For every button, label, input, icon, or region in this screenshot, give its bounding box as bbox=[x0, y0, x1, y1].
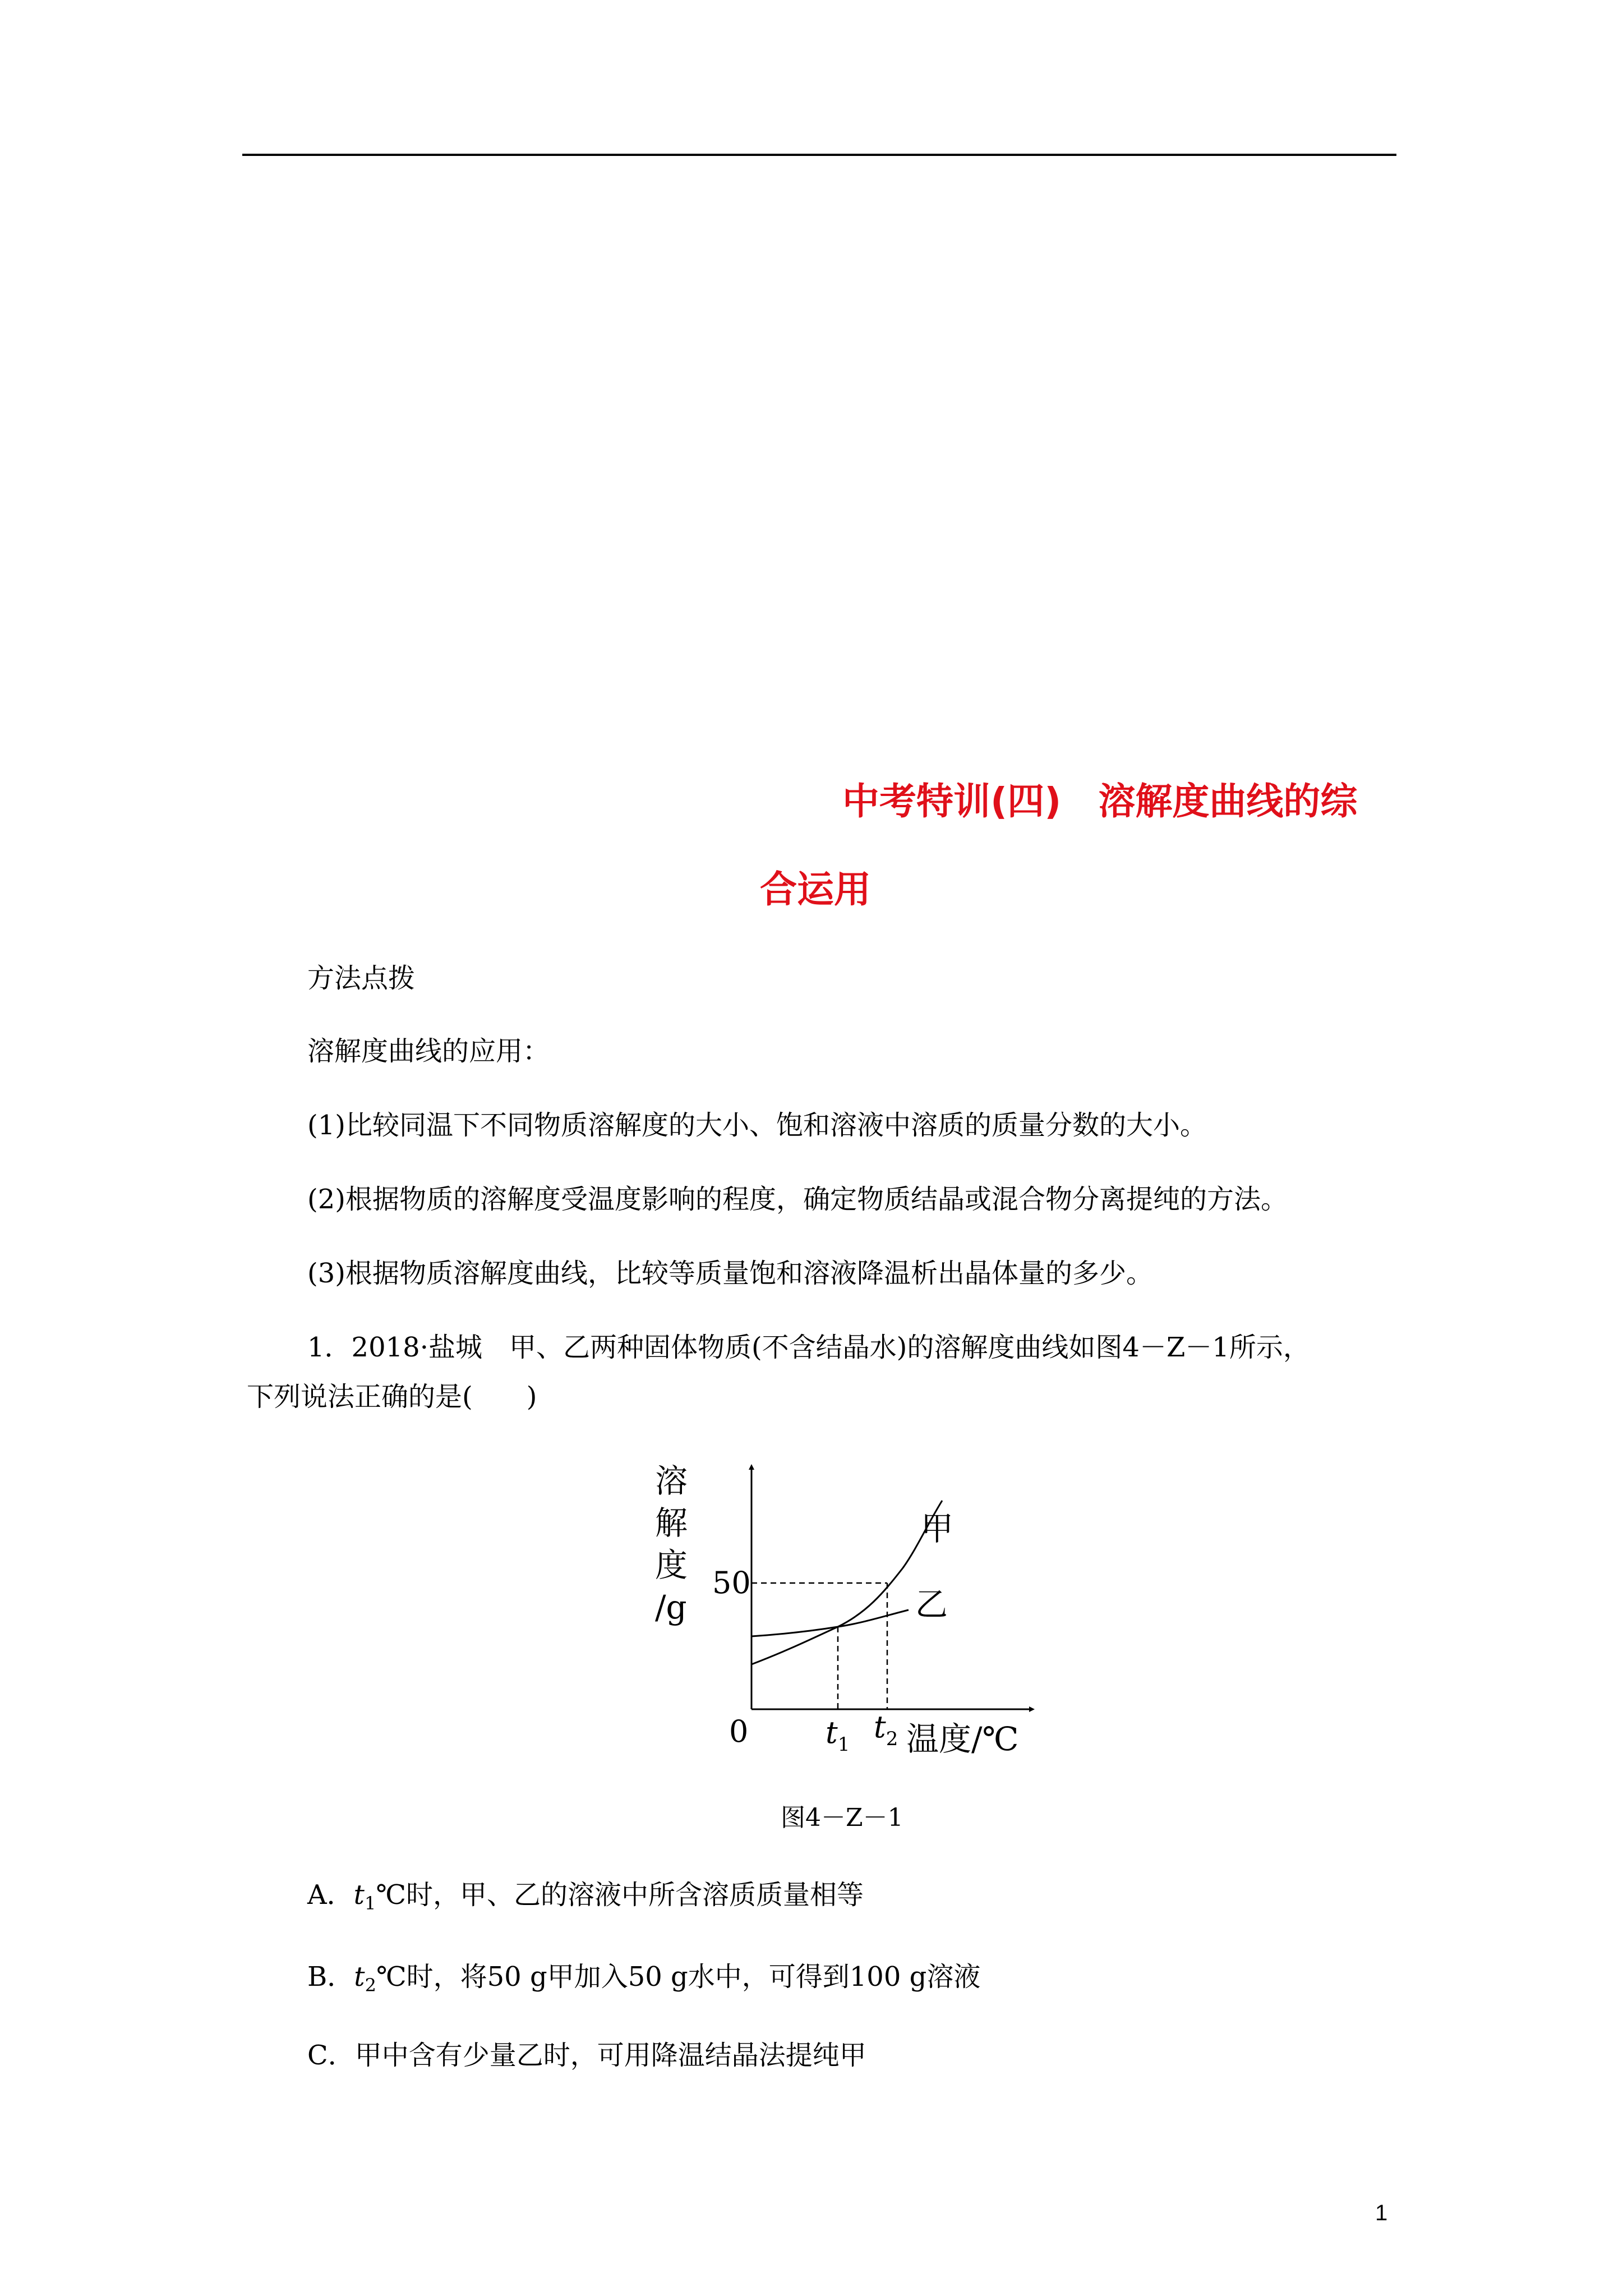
option-a-var: t bbox=[353, 1879, 365, 1911]
ylabel-char-3: 度 bbox=[655, 1546, 688, 1584]
option-b-text: ℃时，将50 g甲加入50 g水中，可得到100 g溶液 bbox=[376, 1961, 981, 1993]
header-rule bbox=[242, 154, 1396, 156]
y-tick-50: 50 bbox=[712, 1565, 751, 1600]
page-number: 1 bbox=[1375, 2201, 1388, 2225]
x-axis-label: 温度/℃ bbox=[906, 1720, 1019, 1758]
curve-yi bbox=[751, 1610, 909, 1636]
question-1-line2: 下列说法正确的是( ) bbox=[247, 1381, 537, 1412]
option-c bbox=[307, 2040, 866, 2072]
option-a bbox=[307, 1879, 864, 1914]
option-a-text: ℃时，甲、乙的溶液中所含溶质质量相等 bbox=[376, 1879, 864, 1911]
series-label-jia: 甲 bbox=[921, 1510, 954, 1548]
page-title-line2: 合运用 bbox=[760, 868, 871, 911]
option-a-sub: 1 bbox=[364, 1893, 376, 1914]
option-b-sub: 2 bbox=[365, 1975, 376, 1996]
point-1: (1)比较同温下不同物质溶解度的大小、饱和溶液中溶质的质量分数的大小。 bbox=[307, 1110, 1207, 1141]
intro-text: 溶解度曲线的应用： bbox=[307, 1036, 550, 1067]
origin-label: 0 bbox=[729, 1714, 749, 1749]
solubility-figure bbox=[645, 1456, 1038, 1770]
x-tick-t1: $t_1$ bbox=[826, 1715, 850, 1756]
point-2: (2)根据物质的溶解度受温度影响的程度，确定物质结晶或混合物分离提纯的方法。 bbox=[307, 1184, 1288, 1215]
option-b-var: t bbox=[354, 1961, 365, 1993]
ylabel-char-2: 解 bbox=[655, 1504, 688, 1542]
point-3: (3)根据物质溶解度曲线，比较等质量饱和溶液降温析出晶体量的多少。 bbox=[307, 1258, 1153, 1289]
option-b-letter: B． bbox=[307, 1961, 354, 1993]
question-1-line1: 1．2018·盐城 甲、乙两种固体物质(不含结晶水)的溶解度曲线如图4－Z－1所示， bbox=[307, 1332, 1310, 1363]
page-title-line1: 中考特训(四) 溶解度曲线的综 bbox=[842, 780, 1358, 823]
series-label-yi: 乙 bbox=[915, 1585, 948, 1623]
option-a-letter: A． bbox=[307, 1879, 354, 1911]
ylabel-char-1: 溶 bbox=[655, 1462, 688, 1500]
figure-caption: 图4－Z－1 bbox=[781, 1803, 903, 1832]
section-label: 方法点拨 bbox=[307, 963, 416, 994]
x-tick-t2: $t_2$ bbox=[874, 1709, 898, 1750]
ylabel-char-4: /g bbox=[655, 1588, 687, 1626]
option-c-text: 甲中含有少量乙时，可用降温结晶法提纯甲 bbox=[354, 2040, 866, 2071]
option-c-letter: C． bbox=[307, 2040, 355, 2071]
option-b bbox=[307, 1961, 980, 1996]
